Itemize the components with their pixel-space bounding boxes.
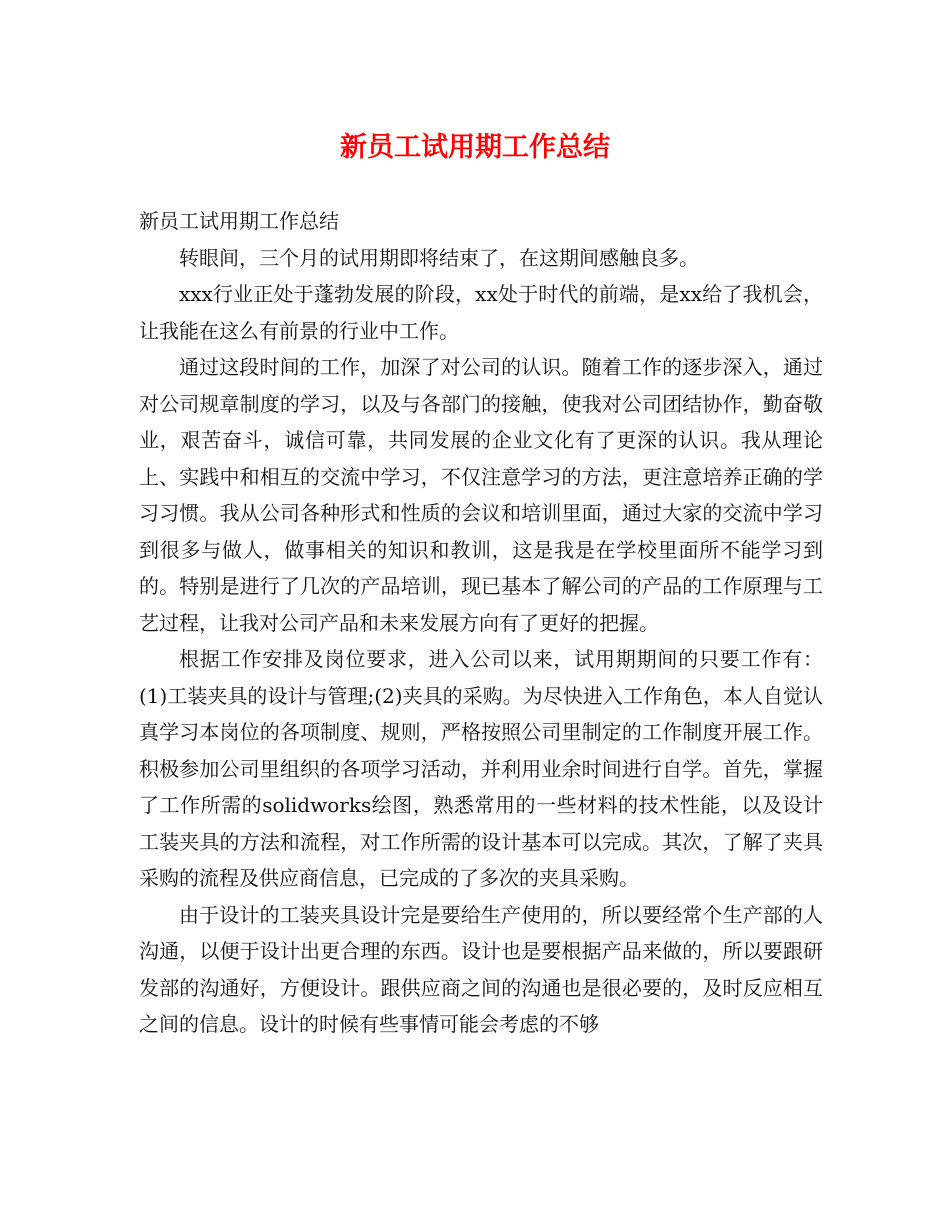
- paragraph-2: xxx行业正处于蓬勃发展的阶段，xx处于时代的前端，是xx给了我机会，让我能在这么有前景的行业中工作。: [139, 282, 823, 343]
- paragraph-5: 由于设计的工装夹具设计完是要给生产使用的，所以要经常个生产部的人沟通，以便于设计出更合理的东西。设计也是要根据产品来做的，所以要跟研发部的沟通好，方便设计。跟供应商之间的沟通也是很必要的，及时反应相互之间的信息。设计的时候有些事情可能会考虑的不够: [139, 902, 823, 1036]
- document-title: 新员工试用期工作总结: [340, 132, 610, 163]
- document-body: [139, 203, 823, 1043]
- document-subtitle: 新员工试用期工作总结: [139, 209, 339, 233]
- paragraph-1: 转眼间，三个月的试用期即将结束了，在这期间感触良多。: [179, 245, 699, 270]
- paragraph-3: 通过这段时间的工作，加深了对公司的认识。随着工作的逐步深入，通过对公司规章制度的学习，以及与各部门的接触，使我对公司团结协作，勤奋敬业，艰苦奋斗，诚信可靠，共同发展的企业文化有了更深的认识。我从理论上、实践中和相互的交流中学习，不仅注意学习的方法，更注意培养正确的学习习惯。我从公司各种形式和性质的会议和培训里面，通过大家的交流中学习到很多与做人，做事相关的知识和教训，这是我是在学校里面所不能学习到的。特别是进行了几次的产品培训，现已基本了解公司的产品的工作原理与工艺过程，让我对公司产品和未来发展方向有了更好的把握。: [139, 355, 823, 635]
- paragraph-4: 根据工作安排及岗位要求，进入公司以来，试用期期间的只要工作有：(1)工装夹具的设计与管理;(2)夹具的采购。为尽快进入工作角色，本人自觉认真学习本岗位的各项制度、规则，严格按照公司里制定的工作制度开展工作。积极参加公司里组织的各项学习活动，并利用业余时间进行自学。首先，掌握了工作所需的solidworks绘图，熟悉常用的一些材料的技术性能，以及设计工装夹具的方法和流程，对工作所需的设计基本可以完成。其次，了解了夹具采购的流程及供应商信息，已完成的了多次的夹具采购。: [139, 647, 823, 890]
